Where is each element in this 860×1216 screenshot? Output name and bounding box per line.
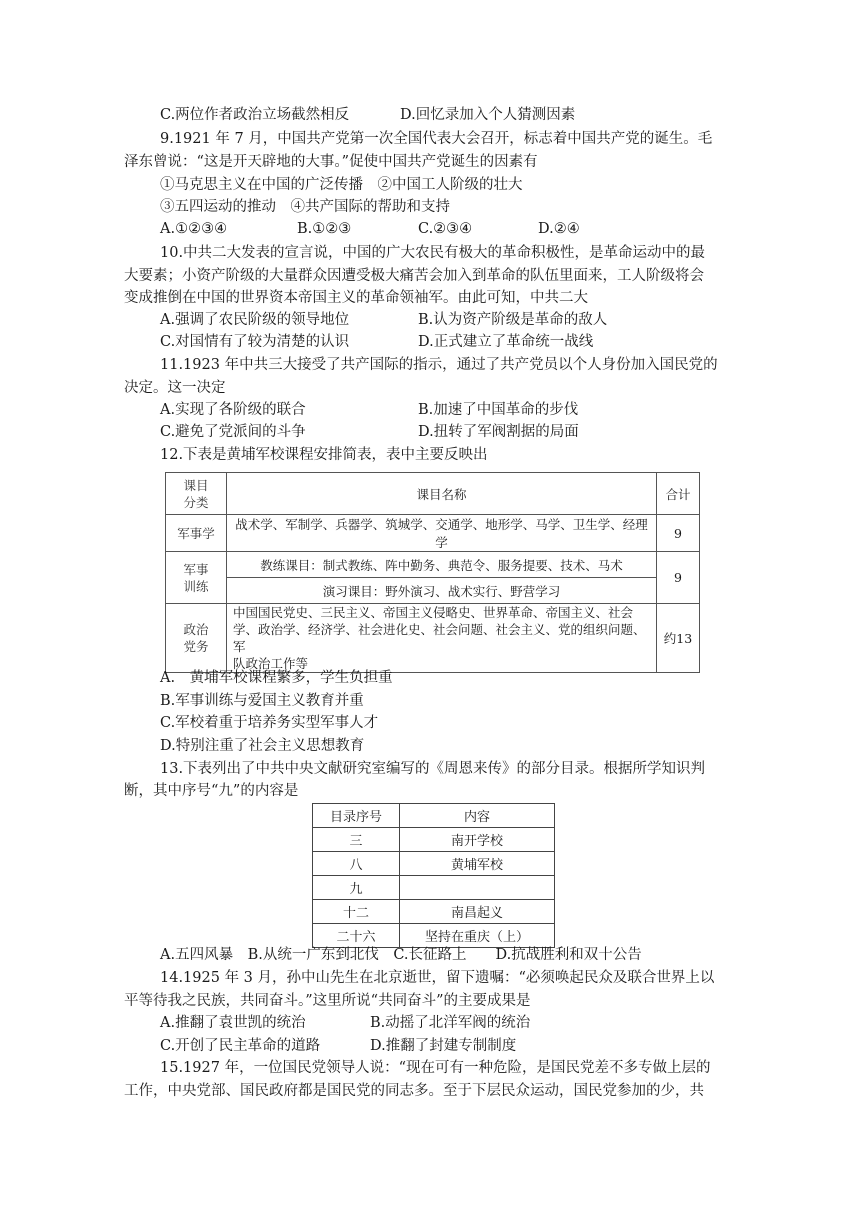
row2-category-line2: 训练 — [183, 578, 209, 594]
q11-stem-line1: 11.1923 年中共三大接受了共产国际的指示，通过了共产党员以个人身份加入国民党的 — [160, 357, 718, 373]
q10-option-c: C.对国情有了较为清楚的认识 — [160, 334, 350, 350]
q9-option-d: D.②④ — [538, 221, 580, 237]
row2-total: 9 — [657, 552, 700, 604]
catalog-row-content — [400, 876, 555, 900]
q11-stem-line2: 决定。这一决定 — [124, 380, 226, 396]
catalog-row-number: 二十六 — [313, 924, 400, 948]
q11-option-a: A.实现了各阶级的联合 — [160, 402, 306, 418]
catalog-row-number: 十二 — [313, 900, 400, 924]
q9-option-c: C.②③④ — [418, 221, 473, 237]
catalog-row-content: 南开学校 — [400, 828, 555, 852]
row3-category-line1: 政治 — [183, 622, 209, 637]
q10-stem-line3: 变成推倒在中国的世界资本帝国主义的革命领袖军。由此可知，中共二大 — [124, 290, 588, 306]
catalog-table — [312, 803, 555, 948]
row3-category-line2: 党务 — [183, 639, 209, 654]
q9-option-b: B.①②③ — [297, 221, 352, 237]
q10-option-b: B.认为资产阶级是革命的敌人 — [418, 312, 608, 328]
catalog-row-number: 三 — [313, 828, 400, 852]
header-category — [166, 473, 227, 515]
q11-option-d: D.扭转了军阀割据的局面 — [418, 424, 579, 440]
q10-stem-line1: 10.中共二大发表的宣言说，中国的广大农民有极大的革命积极性，是革命运动中的最 — [160, 245, 706, 261]
q14-stem-line1: 14.1925 年 3 月，孙中山先生在北京逝世，留下遗嘱：“必须唤起民众及联合世界上以 — [160, 970, 715, 986]
course-table — [165, 472, 700, 673]
catalog-row-content: 南昌起义 — [400, 900, 555, 924]
row3-total: 约13 — [657, 604, 700, 673]
header-course-name: 课目名称 — [227, 473, 657, 515]
q14-option-d: D.推翻了封建专制制度 — [370, 1038, 517, 1054]
q10-option-d: D.正式建立了革命统一战线 — [418, 334, 594, 350]
q10-option-a: A.强调了农民阶级的领导地位 — [160, 312, 350, 328]
catalog-row-number: 八 — [313, 852, 400, 876]
q14-stem-line2: 平等待我之民族，共同奋斗。”这里所说“共同奋斗”的主要成果是 — [124, 993, 531, 1009]
q9-stem-line1: 9.1921 年 7 月，中国共产党第一次全国代表大会召开，标志着中国共产党的诞生。毛 — [160, 131, 713, 147]
q14-option-c: C.开创了民主革命的道路 — [160, 1038, 321, 1054]
q13-stem-line2: 断，其中序号“九”的内容是 — [124, 783, 299, 799]
q12-option-c: C.军校着重于培养务实型军事人才 — [160, 715, 379, 731]
row2-course-names-exercise: 演习课目：野外演习、战术实行、野营学习 — [227, 578, 657, 604]
row1-total: 9 — [657, 515, 700, 552]
q15-stem-line1: 15.1927 年，一位国民党领导人说：“现在可有一种危险，是国民党差不多专做上层的 — [160, 1060, 711, 1076]
row3-course-names — [227, 604, 657, 673]
row2-course-names-drill: 教练课目：制式教练、阵中勤务、典范令、服务提要、技术、马术 — [227, 552, 657, 578]
catalog-row-number: 九 — [313, 876, 400, 900]
row3-category — [166, 604, 227, 673]
q13-options: A.五四风暴 B.从统一广东到北伐 C.长征路上 D.抗战胜利和双十公告 — [160, 947, 642, 963]
q9-stem-line2: 泽东曾说：“这是开天辟地的大事。”促使中国共产党诞生的因素有 — [124, 154, 538, 170]
header-category-line1: 课目 — [183, 477, 209, 493]
q9-item-line1: ①马克思主义在中国的广泛传播 ②中国工人阶级的壮大 — [160, 177, 523, 193]
q9-option-a: A.①②③④ — [160, 221, 228, 237]
row1-course-names: 战术学、军制学、兵器学、筑城学、交通学、地形学、马学、卫生学、经理学 — [227, 515, 657, 552]
q11-option-c: C.避免了党派间的斗争 — [160, 424, 306, 440]
q11-option-b: B.加速了中国革命的步伐 — [418, 402, 579, 418]
row1-category: 军事学 — [166, 515, 227, 552]
q14-option-a: A.推翻了袁世凯的统治 — [160, 1015, 306, 1031]
q9-item-line2: ③五四运动的推动 ④共产国际的帮助和支持 — [160, 199, 450, 215]
row2-category — [166, 552, 227, 604]
catalog-header-content: 内容 — [400, 804, 555, 828]
row2-category-line1: 军事 — [183, 561, 209, 577]
header-category-line2: 分类 — [183, 494, 209, 510]
catalog-row-content: 黄埔军校 — [400, 852, 555, 876]
row3-names-line1: 中国国民党史、三民主义、帝国主义侵略史、世界革命、帝国主义、社会 — [233, 605, 634, 620]
q14-option-b: B.动摇了北洋军阀的统治 — [370, 1015, 531, 1031]
row3-names-line3: 队政治工作等 — [233, 656, 309, 671]
q10-stem-line2: 大要素；小资产阶级的大量群众因遭受极大痛苦会加入到革命的队伍里面来，工人阶级将会 — [124, 268, 704, 284]
header-total: 合计 — [657, 473, 700, 515]
catalog-header-number: 目录序号 — [313, 804, 400, 828]
q13-stem-line1: 13.下表列出了中共中央文献研究室编写的《周恩来传》的部分目录。根据所学知识判 — [160, 761, 706, 777]
q12-option-b: B.军事训练与爱国主义教育并重 — [160, 693, 364, 709]
q12-option-d: D.特别注重了社会主义思想教育 — [160, 738, 365, 754]
q8-option-c: C.两位作者政治立场截然相反 — [160, 107, 350, 123]
q15-stem-line2: 工作，中央党部、国民政府都是国民党的同志多。至于下层民众运动，国民党参加的少，共 — [124, 1083, 704, 1099]
q8-option-d: D.回忆录加入个人猜测因素 — [400, 107, 576, 123]
q12-stem: 12.下表是黄埔军校课程安排简表，表中主要反映出 — [160, 447, 488, 463]
row3-names-line2: 学、政治学、经济学、社会进化史、社会问题、社会主义、党的组织问题、军 — [233, 622, 646, 654]
catalog-row-content: 坚持在重庆（上） — [400, 924, 555, 948]
q12-option-a: A. 黄埔军校课程繁多，学生负担重 — [160, 670, 393, 686]
